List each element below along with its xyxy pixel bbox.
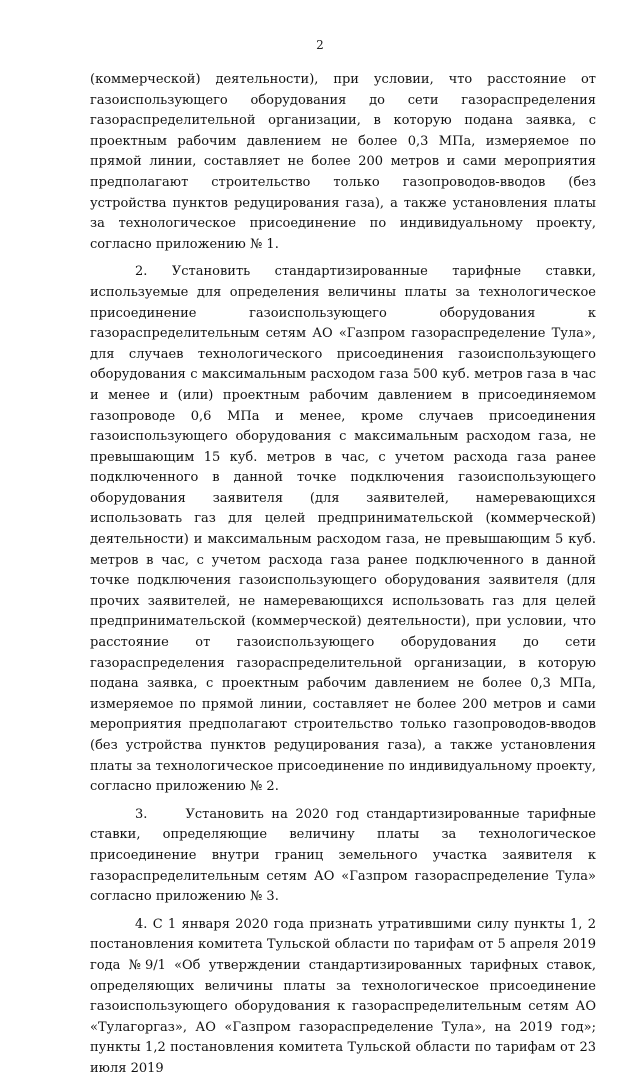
document-body [90, 70, 601, 1080]
paragraph-item-3: 3. Установить на 2020 год стандартизированные тарифные ставки, определяющие величину платы за технологическое присоединение внутри границ земельного участка заявителя к газораспределительным сетям АО «Газпром газораспределение Тула» согласно приложению № 3. [90, 806, 601, 905]
page-number: 2 [316, 38, 324, 52]
paragraph-item-2: 2. Установить стандартизированные тарифные ставки, используемые для определения величины платы за технологическое присоединение газоиспользующего оборудования к газораспределительным сетям АО «Газпром газораспределение Тула», для случаев технологического присоединения газоиспользующего оборудования с максимальным расходом газа 500 куб. метров газа в час и менее и (или) проектным рабочим давлением в присоединяемом газопроводе 0,6 МПа и менее, кроме случаев присоединения газоиспользующего оборудования с максимальным расходом газа, не превышающим 15 куб. метров в час, с учетом расхода газа ранее подключенного в данной точке подключения газоиспользующего оборудования заявителя (для заявителей, намеревающихся использовать газ для целей предпринимательской (коммерческой) деятельности) и максимальным расходом газа, не превышающим 5 куб. метров в час, с учетом расхода газа ранее подключенного в данной точке подключения газоиспользующего оборудования заявителя (для прочих заявителей, не намеревающихся использовать газ для целей предпринимательской (коммерческой) деятельности), при условии, что расстояние от газоиспользующего оборудования до сети газораспределения газораспределительной организации, в которую подана заявка, с проектным рабочим давлением не более 0,3 МПа, измеряемое по прямой линии, составляет не более 200 метров и сами мероприятия предполагают строительство только газопроводов-вводов (без устройства пунктов редуцирования газа), а также установления платы за технологическое присоединение по индивидуальному проекту, согласно приложению № 2. [90, 264, 596, 795]
paragraph-continuation: (коммерческой) деятельности), при условии, что расстояние от газоиспользующего оборудования до сети газораспределения газораспределительной организации, в которую подана заявка, с проектным рабочим давлением не более 0,3 МПа, измеряемое по прямой линии, составляет не более 200 метров и сами мероприятия предполагают строительство только газопроводов-вводов (без устройства пунктов редуцирования газа), а также установления платы за технологическое присоединение по индивидуальному проекту, согласно приложению № 1. [90, 72, 596, 252]
paragraph-item-4: 4. С 1 января 2020 года признать утратившими силу пункты 1, 2 постановления комитета Тульской области по тарифам от 5 апреля 2019 года №9/1 «Об утверждении стандартизированных тарифных ставок, определяющих величины платы за технологическое присоединение газоиспользующего оборудования к газораспределительным сетям АО «Тулагоргаз», АО «Газпром газораспределение Тула», на 2019 год»; пункты 1,2 постановления комитета Тульской области по тарифам от 23 июля 2019 [90, 916, 596, 1076]
